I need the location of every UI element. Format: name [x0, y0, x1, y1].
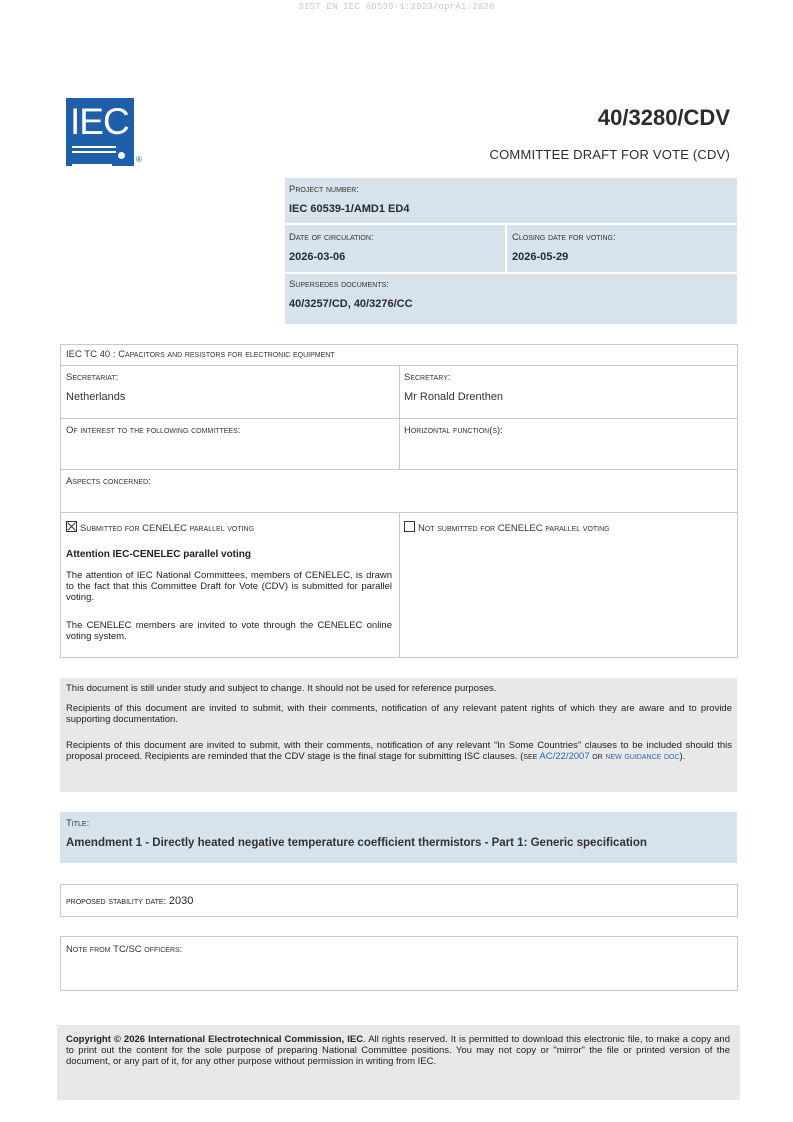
submitted-cenelec-option[interactable]: Submitted for CENELEC parallel voting — [66, 521, 254, 534]
note-box — [60, 936, 738, 991]
secretary-value: Mr Ronald Drenthen — [404, 391, 504, 403]
notice-paragraph-1: This document is still under study and subject to change. It should not be used for reference purposes. — [66, 683, 497, 694]
watermark: SIST EN IEC 60539-1:2023/oprA1:2026 — [298, 2, 495, 12]
project-info-box — [285, 178, 737, 324]
secretariat-value: Netherlands — [66, 391, 126, 403]
logo-lines-icon — [72, 146, 116, 174]
project-number-value: IEC 60539-1/AMD1 ED4 — [289, 203, 410, 215]
note-label: Note from TC/SC officers: — [66, 944, 183, 955]
copyright-panel — [57, 1025, 740, 1100]
stability-date-value: 2030 — [168, 895, 194, 907]
document-type: COMMITTEE DRAFT FOR VOTE (CDV) — [489, 147, 730, 162]
stability-date-label: proposed stability date: — [66, 896, 169, 907]
aspects-concerned-label: Aspects concerned: — [66, 476, 151, 487]
unchecked-checkbox-icon[interactable] — [404, 521, 415, 532]
project-number-label: Project number: — [289, 184, 359, 195]
tc-prefix: IEC TC 40 : — [66, 349, 119, 360]
circulation-date-value: 2026-03-06 — [289, 251, 346, 263]
secretary-label: Secretary: — [404, 372, 451, 383]
attention-title: Attention IEC-CENELEC parallel voting — [66, 549, 252, 560]
attention-paragraph-2: The CENELEC members are invited to vote through the CENELEC online voting system. — [66, 620, 392, 642]
title-value: Amendment 1 - Directly heated negative temperature coefficient thermistors - Part 1: Generic specification — [66, 837, 647, 849]
ac-22-2007-link[interactable]: AC/22/2007 — [539, 751, 590, 762]
supersedes-label: Supersedes documents: — [289, 279, 389, 290]
closing-date-label: Closing date for voting: — [512, 232, 616, 243]
attention-paragraph-1: The attention of IEC National Committees, members of CENELEC, is drawn to the fact that this Committee Draft for Vote (CDV) is submitted for parallel voting. — [66, 570, 392, 603]
notice-paragraph-3: Recipients of this document are invited to submit, with their comments, notification of any relevant “In Some Countries” clauses to be included should this proposal proceed. Recipients are reminded that the CDV stage is the final stage for submitting ISC clauses. (see AC/22/2007 or new guidance doc). — [66, 740, 732, 762]
committee-table — [60, 344, 738, 658]
copyright-text: Copyright © 2026 International Electrotechnical Commission, IEC. All rights reserved. It is permitted to download this electronic file, to make a copy and to print out the content for the sole purpose of preparing National Committee positions. You may not copy or "mirror" the file or printed version of the document, or any part of it, for any other purpose without permission in writing from IEC. — [66, 1034, 730, 1067]
checked-checkbox-icon[interactable] — [66, 521, 77, 532]
horizontal-functions-label: Horizontal function(s): — [404, 425, 503, 436]
new-guidance-doc-link[interactable]: new guidance doc — [605, 751, 680, 762]
title-box — [60, 812, 737, 863]
circulation-date-label: Date of circulation: — [289, 232, 374, 243]
secretariat-label: Secretariat: — [66, 372, 119, 383]
notice-panel — [60, 678, 737, 792]
logo-dot-icon — [118, 152, 125, 159]
iec-logo — [66, 98, 134, 166]
document-number: 40/3280/CDV — [597, 105, 730, 130]
title-label: Title: — [66, 818, 90, 829]
not-submitted-cenelec-option[interactable]: Not submitted for CENELEC parallel voting — [404, 521, 610, 534]
logo-text: IEC — [70, 101, 129, 142]
supersedes-value: 40/3257/CD, 40/3276/CC — [289, 298, 413, 310]
closing-date-value: 2026-05-29 — [512, 251, 569, 263]
notice-paragraph-2: Recipients of this document are invited to submit, with their comments, notification of any relevant patent rights of which they are aware and to provide supporting documentation. — [66, 703, 732, 725]
registered-mark: ® — [136, 155, 142, 164]
tc-name: Capacitors and resistors for electronic equipment — [118, 349, 335, 360]
stability-date-box — [60, 884, 738, 917]
interest-committees-label: Of interest to the following committees: — [66, 425, 241, 436]
